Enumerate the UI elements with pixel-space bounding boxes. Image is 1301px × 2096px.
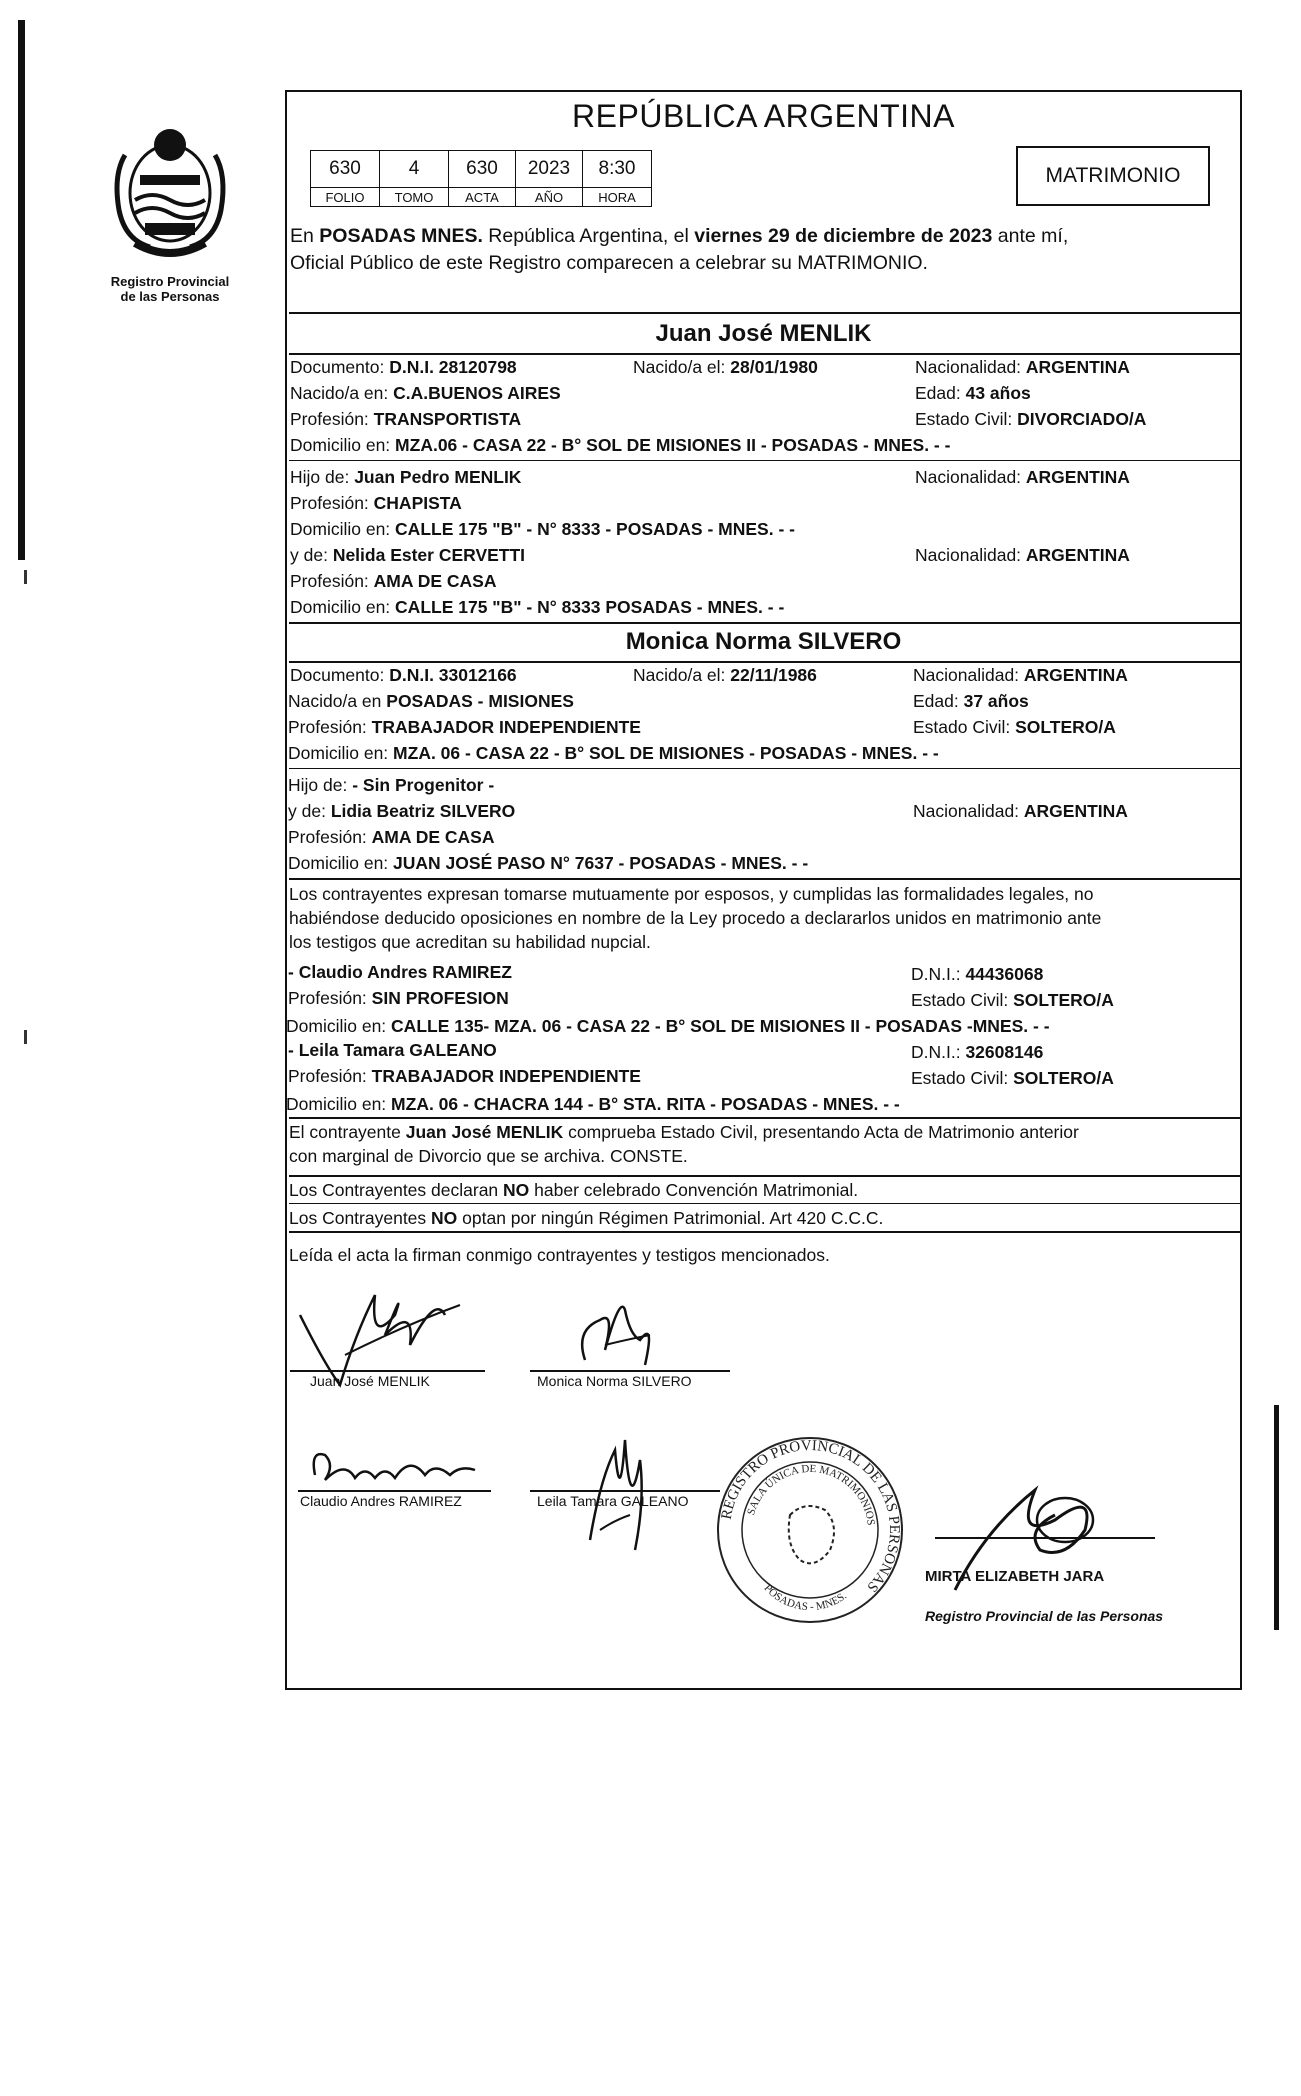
svg-text:SALA ÚNICA DE MATRIMONIOS [745,1463,877,1526]
divider [289,768,1240,769]
logo-caption-line: Registro Provincial [110,274,230,289]
intro-text: ante mí, [992,225,1069,247]
groom-birthdate: Nacido/a el: 28/01/1980 [633,357,818,377]
divider [289,1175,1240,1177]
bride-father: Hijo de: - Sin Progenitor - [288,775,495,795]
signature-line [530,1370,730,1372]
hora-label: HORA [583,188,652,207]
groom-nationality: Nacionalidad: ARGENTINA [915,357,1130,377]
intro-date: viernes 29 de diciembre de 2023 [694,225,993,247]
signature-line [298,1490,491,1492]
acta-label: ACTA [449,188,516,207]
divider [289,661,1240,663]
witness2-address: Domicilio en: MZA. 06 - CHACRA 144 - B° STA. RITA - POSADAS - MNES. - - [286,1094,900,1114]
bride-age: Edad: 37 años [913,691,1029,711]
witness2-name: - Leila Tamara GALEANO [288,1040,497,1060]
closing-statement: Leída el acta la firman conmigo contrayentes y testigos mencionados. [289,1245,830,1265]
signature-line [290,1370,485,1372]
tomo-label: TOMO [380,188,449,207]
logo-caption [100,274,240,304]
page-title: REPÚBLICA ARGENTINA [572,98,955,134]
official-title: Registro Provincial de las Personas [925,1608,1164,1624]
groom-father-nationality: Nacionalidad: ARGENTINA [915,467,1130,487]
groom-mother-address: Domicilio en: CALLE 175 "B" - N° 8333 POSADAS - MNES. - - [290,597,785,617]
folio-label: FOLIO [311,188,380,207]
province-shield-icon [105,115,235,265]
hora-value: 8:30 [583,151,652,188]
divorce-note: El contrayente Juan José MENLIK comprueba Estado Civil, presentando Acta de Matrimonio anterior con marginal de Divorcio que se archiva. CONSTE. [289,1120,1239,1168]
intro-place: POSADAS MNES. [319,225,483,247]
groom-father-address: Domicilio en: CALLE 175 "B" - N° 8333 - POSADAS - MNES. - - [290,519,795,539]
divorce-note-line: con marginal de Divorcio que se archiva. CONSTE. [289,1146,688,1166]
bride-mother-nationality: Nacionalidad: ARGENTINA [913,801,1128,821]
bride-name: Monica Norma SILVERO [625,628,902,655]
divider [289,1203,1240,1204]
groom-father-profession: Profesión: CHAPISTA [290,493,462,513]
bride-civil-status: Estado Civil: SOLTERO/A [913,717,1116,737]
bride-mother-profession: Profesión: AMA DE CASA [288,827,495,847]
divider [289,1231,1240,1233]
seal-inner-text: SALA ÚNICA DE MATRIMONIOS [745,1462,877,1527]
groom-documento: Documento: D.N.I. 28120798 [290,357,517,377]
scan-edge-bar [18,20,25,560]
act-type-box: MATRIMONIO [1016,146,1210,206]
witness1-profession: Profesión: SIN PROFESION [288,988,509,1008]
witness2-profession: Profesión: TRABAJADOR INDEPENDIENTE [288,1066,641,1086]
groom-mother-nationality: Nacionalidad: ARGENTINA [915,545,1130,565]
declaration-line: los testigos que acreditan su habilidad nupcial. [289,932,651,952]
scan-edge-bar [1274,1405,1279,1630]
scan-speck [24,1030,27,1044]
anio-label: AÑO [516,188,583,207]
official-seal [710,1430,910,1630]
divider [289,878,1240,880]
bride-birthdate: Nacido/a el: 22/11/1986 [633,665,817,685]
witness2-signature-caption: Leila Tamara GALEANO [537,1493,689,1509]
declaration-line: habiéndose deducido oposiciones en nombre de la Ley procedo a declararlos unidos en matrimonio ante [289,908,1102,928]
convention-note: Los Contrayentes declaran NO haber celebrado Convención Matrimonial. [289,1180,859,1200]
tomo-value: 4 [380,151,449,188]
groom-age: Edad: 43 años [915,383,1031,403]
witness1-signature-caption: Claudio Andres RAMIREZ [300,1493,462,1509]
bride-nationality: Nacionalidad: ARGENTINA [913,665,1128,685]
divider [289,353,1240,355]
folio-value: 630 [311,151,380,188]
intro-line: Oficial Público de este Registro comparecen a celebrar su MATRIMONIO. [290,252,928,274]
intro-text: En [290,225,320,247]
logo-caption-line: de las Personas [120,289,220,304]
intro-text: República Argentina, el [482,225,695,247]
groom-birthplace: Nacido/a en: C.A.BUENOS AIRES [290,383,561,403]
signature-line [935,1537,1155,1539]
groom-civil-status: Estado Civil: DIVORCIADO/A [915,409,1147,429]
bride-mother: y de: Lidia Beatriz SILVERO [288,801,516,821]
registry-table [310,150,652,207]
bride-documento: Documento: D.N.I. 33012166 [290,665,517,685]
seal-bottom-text: POSADAS - MNES. [761,1582,849,1614]
witness2-civil-status: Estado Civil: SOLTERO/A [911,1068,1114,1088]
divider [289,312,1240,314]
groom-signature-caption: Juan José MENLIK [310,1373,430,1389]
groom-mother-profession: Profesión: AMA DE CASA [290,571,497,591]
bride-profession: Profesión: TRABAJADOR INDEPENDIENTE [288,717,641,737]
signature-line [530,1490,720,1492]
divider [289,1117,1240,1119]
bride-address: Domicilio en: MZA. 06 - CASA 22 - B° SOL DE MISIONES - POSADAS - MNES. - - [288,743,939,763]
declaration-paragraph [289,882,1239,954]
witness1-address: Domicilio en: CALLE 135- MZA. 06 - CASA 22 - B° SOL DE MISIONES II - POSADAS -MNES. - - [286,1016,1050,1036]
witness1-civil-status: Estado Civil: SOLTERO/A [911,990,1114,1010]
divider [289,460,1240,461]
bride-mother-address: Domicilio en: JUAN JOSÉ PASO N° 7637 - POSADAS - MNES. - - [288,853,809,873]
anio-value: 2023 [516,151,583,188]
scan-speck [24,570,27,584]
official-name: MIRTA ELIZABETH JARA [925,1568,1105,1585]
intro-paragraph [290,223,1240,277]
witness1-name: - Claudio Andres RAMIREZ [288,962,512,982]
bride-signature-caption: Monica Norma SILVERO [537,1373,692,1389]
witness2-dni: D.N.I.: 32608146 [911,1042,1044,1062]
groom-mother: y de: Nelida Ester CERVETTI [290,545,526,565]
groom-father: Hijo de: Juan Pedro MENLIK [290,467,522,487]
declaration-line: Los contrayentes expresan tomarse mutuamente por esposos, y cumplidas las formalidades legales, no [289,884,1094,904]
regime-note: Los Contrayentes NO optan por ningún Régimen Patrimonial. Art 420 C.C.C. [289,1208,884,1228]
witness1-dni: D.N.I.: 44436068 [911,964,1044,984]
groom-profession: Profesión: TRANSPORTISTA [290,409,522,429]
divider [289,622,1240,624]
seal-ring-text: REGISTRO PROVINCIAL DE LAS PERSONAS [718,1437,903,1595]
groom-name: Juan José MENLIK [655,320,872,347]
registry-logo [100,115,240,305]
bride-birthplace: Nacido/a en POSADAS - MISIONES [288,691,574,711]
acta-value: 630 [449,151,516,188]
groom-address: Domicilio en: MZA.06 - CASA 22 - B° SOL DE MISIONES II - POSADAS - MNES. - - [290,435,951,455]
seal-stamp-icon [710,1430,910,1630]
